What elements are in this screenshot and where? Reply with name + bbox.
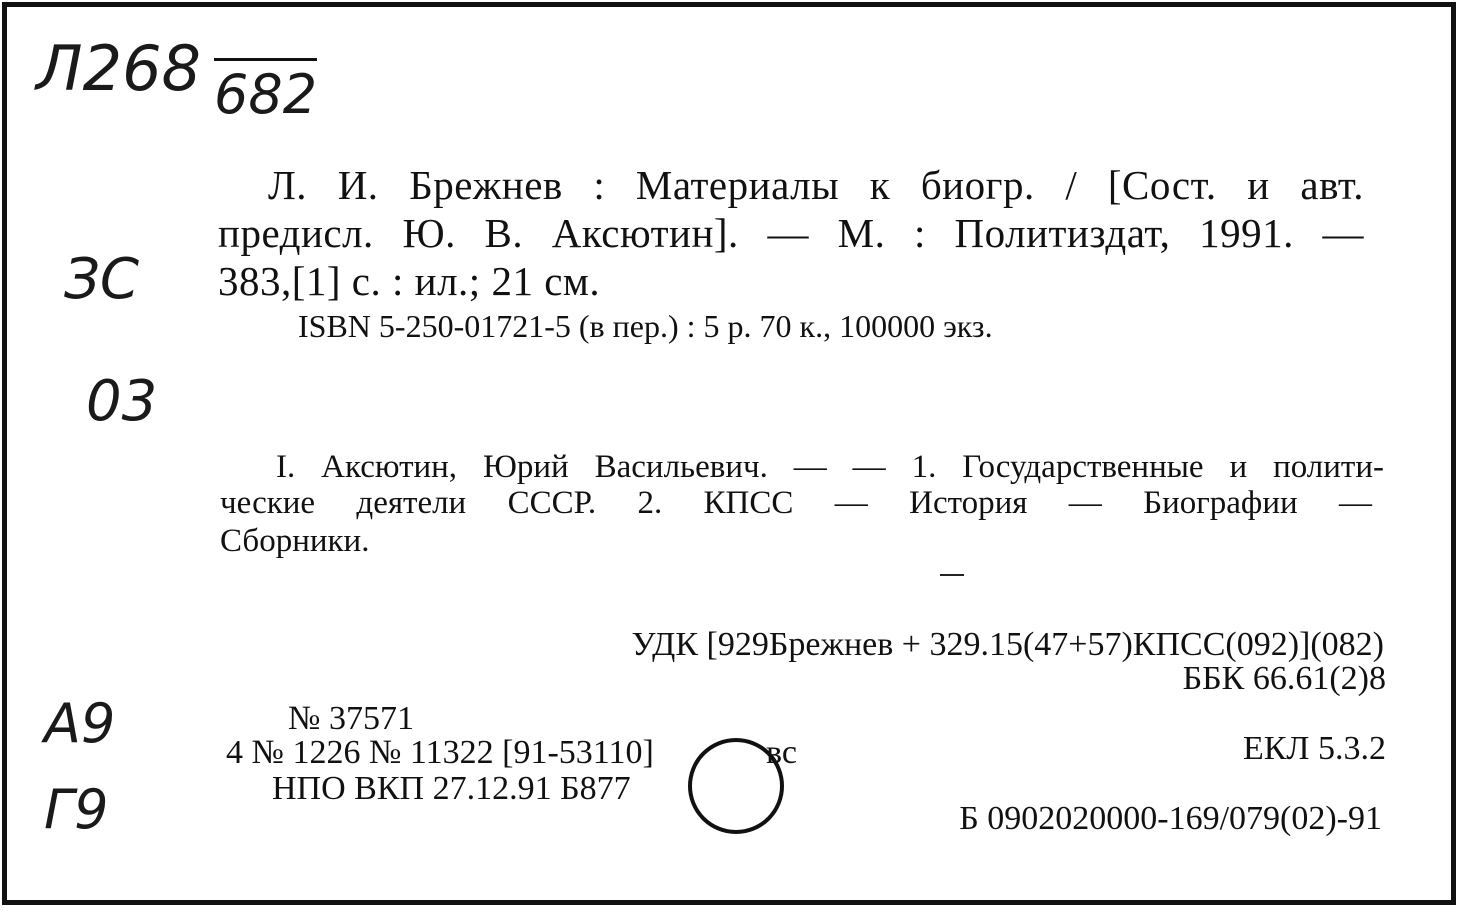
udk-code: УДК [929Брежнев + 329.15(47+57)КПСС(092)](082) bbox=[631, 626, 1384, 663]
bbk-code: ББК 66.61(2)8 bbox=[1182, 660, 1386, 697]
series-code: Б 0902020000-169/079(02)-91 bbox=[959, 800, 1382, 837]
print-number: № 37571 bbox=[288, 700, 414, 737]
record-line-3: 383,[1] с. : ил.; 21 см. bbox=[218, 258, 601, 304]
handwritten-mark-bottom2: Г9 bbox=[44, 778, 109, 841]
handwritten-call-number-sub: 682 bbox=[214, 58, 317, 125]
separator-dash bbox=[940, 574, 964, 576]
print-line-3: НПО ВКП 27.12.91 Б877 bbox=[272, 770, 631, 807]
print-line-2: 4 № 1226 № 11322 [91-53110] bbox=[226, 734, 654, 771]
handwritten-mark-bottom1: А9 bbox=[44, 692, 116, 755]
subjects-line-3: Сборники. bbox=[220, 523, 370, 559]
record-isbn: ISBN 5-250-01721-5 (в пер.) : 5 р. 70 к., 100000 экз. bbox=[298, 308, 993, 344]
record-line-1: Л. И. Брежнев : Материалы к биогр. / [Сост. и авт. bbox=[268, 162, 1364, 208]
print-line-2-suffix: вс bbox=[766, 734, 797, 771]
handwritten-mark-left1: ЗС bbox=[64, 247, 140, 312]
handwritten-call-number: Л268 bbox=[36, 32, 201, 105]
subjects-line-1: I. Аксютин, Юрий Васильевич. — — 1. Государственные и полити- bbox=[276, 449, 1384, 485]
record-line-2: предисл. Ю. В. Аксютин]. — М. : Политиздат, 1991. — bbox=[218, 210, 1364, 256]
ekl-code: ЕКЛ 5.3.2 bbox=[1242, 730, 1386, 767]
stamp-circle bbox=[688, 738, 784, 834]
subjects-line-2: ческие деятели СССР. 2. КПСС — История — Биографии — bbox=[220, 485, 1372, 521]
handwritten-mark-left2: 03 bbox=[86, 369, 158, 434]
